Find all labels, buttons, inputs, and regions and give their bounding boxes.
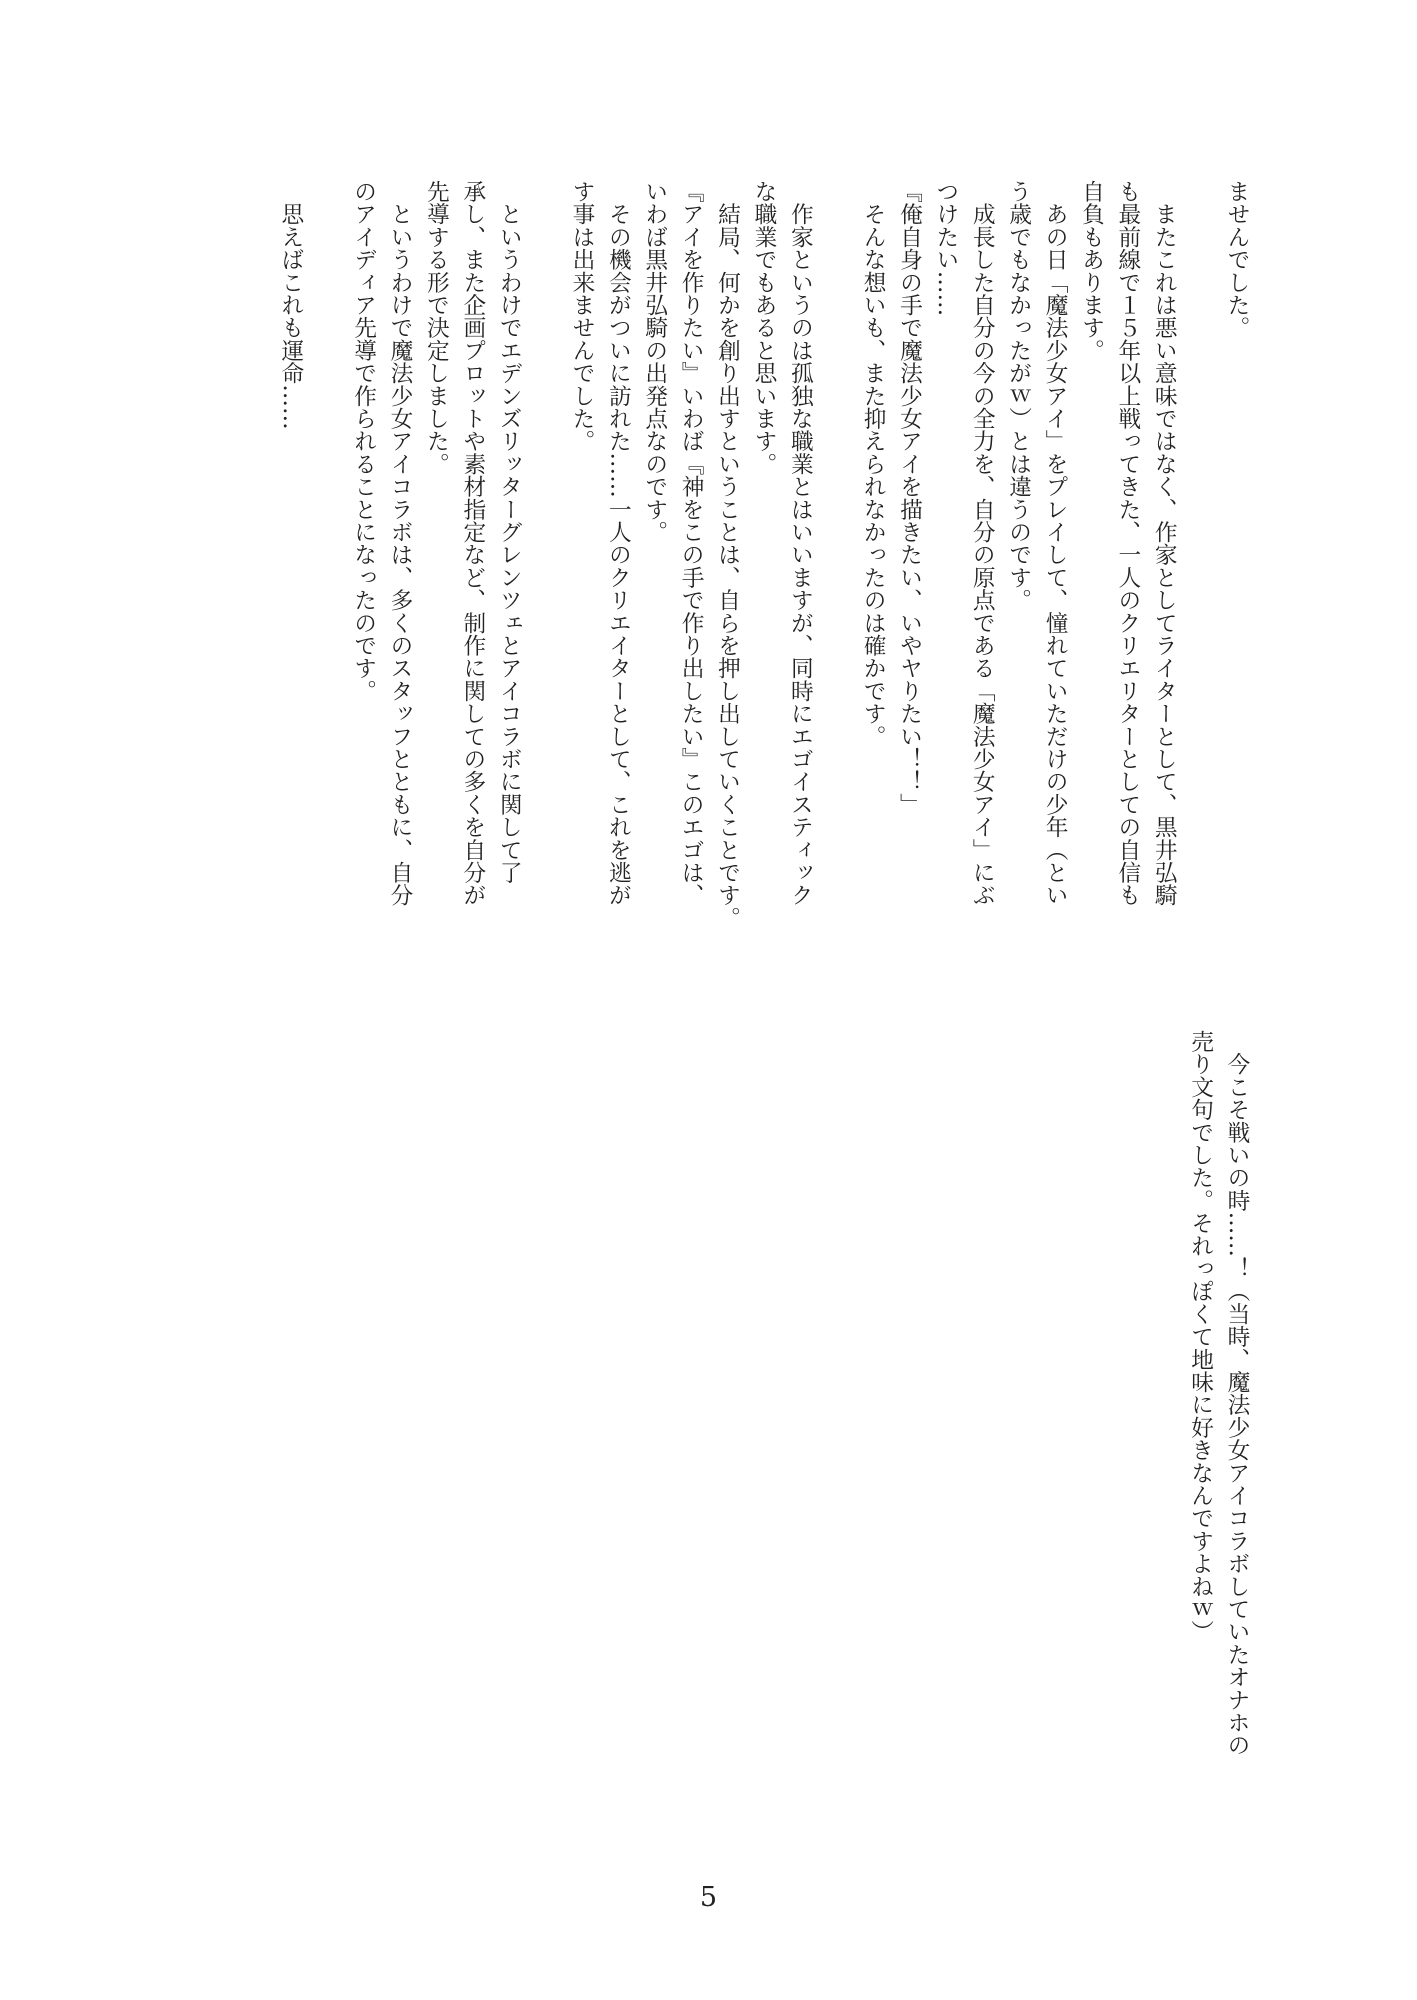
text-line: も最前線で１５年以上戦ってきた、一人のクリエリターとしての自信も xyxy=(1114,180,1141,907)
text-line: 売り文句でした。それっぽくて地味に好きなんですよねｗ） xyxy=(1187,1030,1214,1643)
text-line: いわば黒井弘騎の出発点なのです。 xyxy=(641,180,668,544)
text-line: のアイディア先導で作られることになったのです。 xyxy=(350,180,377,703)
text-line: というわけで魔法少女アイコラボは、多くのスタッフとともに、自分 xyxy=(387,180,414,907)
text-line: な職業でもあると思います。 xyxy=(750,180,777,476)
blank-line xyxy=(1182,180,1218,960)
text-line: 『アイを作りたい』いわば『神をこの手で作り出したい』このエゴは、 xyxy=(678,180,705,907)
page-number: 5 xyxy=(699,1882,718,1913)
text-line: またこれは悪い意味ではなく、作家としてライターとして、黒井弘騎 xyxy=(1151,180,1178,907)
text-line: というわけでエデンズリッターグレンツェとアイコラボに関して了 xyxy=(496,180,523,884)
text-line: 成長した自分の今の全力を、自分の原点である「魔法少女アイ」にぶ xyxy=(969,180,996,907)
text-line: そんな想いも、また抑えられなかったのは確かです。 xyxy=(860,180,887,748)
text-line: 承し、また企画プロットや素材指定など、制作に関しての多くを自分が xyxy=(459,180,486,907)
text-line: ませんでした。 xyxy=(1224,180,1250,339)
text-line: 作家というのは孤独な職業とはいいますが、同時にエゴイスティック xyxy=(787,180,814,907)
text-line: う歳でもなかったがｗ）とは違うのです。 xyxy=(1005,180,1032,612)
blank-line xyxy=(818,180,854,960)
text-line: 結局、何かを創り出すということは、自らを押し出していくことです。 xyxy=(714,180,741,930)
text-line: その機会がついに訪れた……一人のクリエイターとして、これを逃が xyxy=(605,180,632,907)
text-line: 今こそ戦いの時……！（当時、魔法少女アイコラボしていたオナホの xyxy=(1224,1030,1250,1757)
text-line: つけたい…… xyxy=(932,180,959,317)
blank-line xyxy=(527,180,563,960)
lower-text-tier xyxy=(1182,1030,1255,1810)
text-line: す事は出来ませんでした。 xyxy=(568,180,595,453)
blank-line xyxy=(309,180,345,960)
text-line: あの日「魔法少女アイ」をプレイして、憧れていただけの少年（とい xyxy=(1042,180,1069,907)
text-line: 思えばこれも運命…… xyxy=(277,180,304,430)
upper-text-tier xyxy=(272,180,1255,960)
text-line: 『俺自身の手で魔法少女アイを描きたい、いやヤりたい！！」 xyxy=(896,180,923,816)
text-line: 自負もあります。 xyxy=(1078,180,1105,362)
text-line: 先導する形で決定しました。 xyxy=(423,180,450,476)
